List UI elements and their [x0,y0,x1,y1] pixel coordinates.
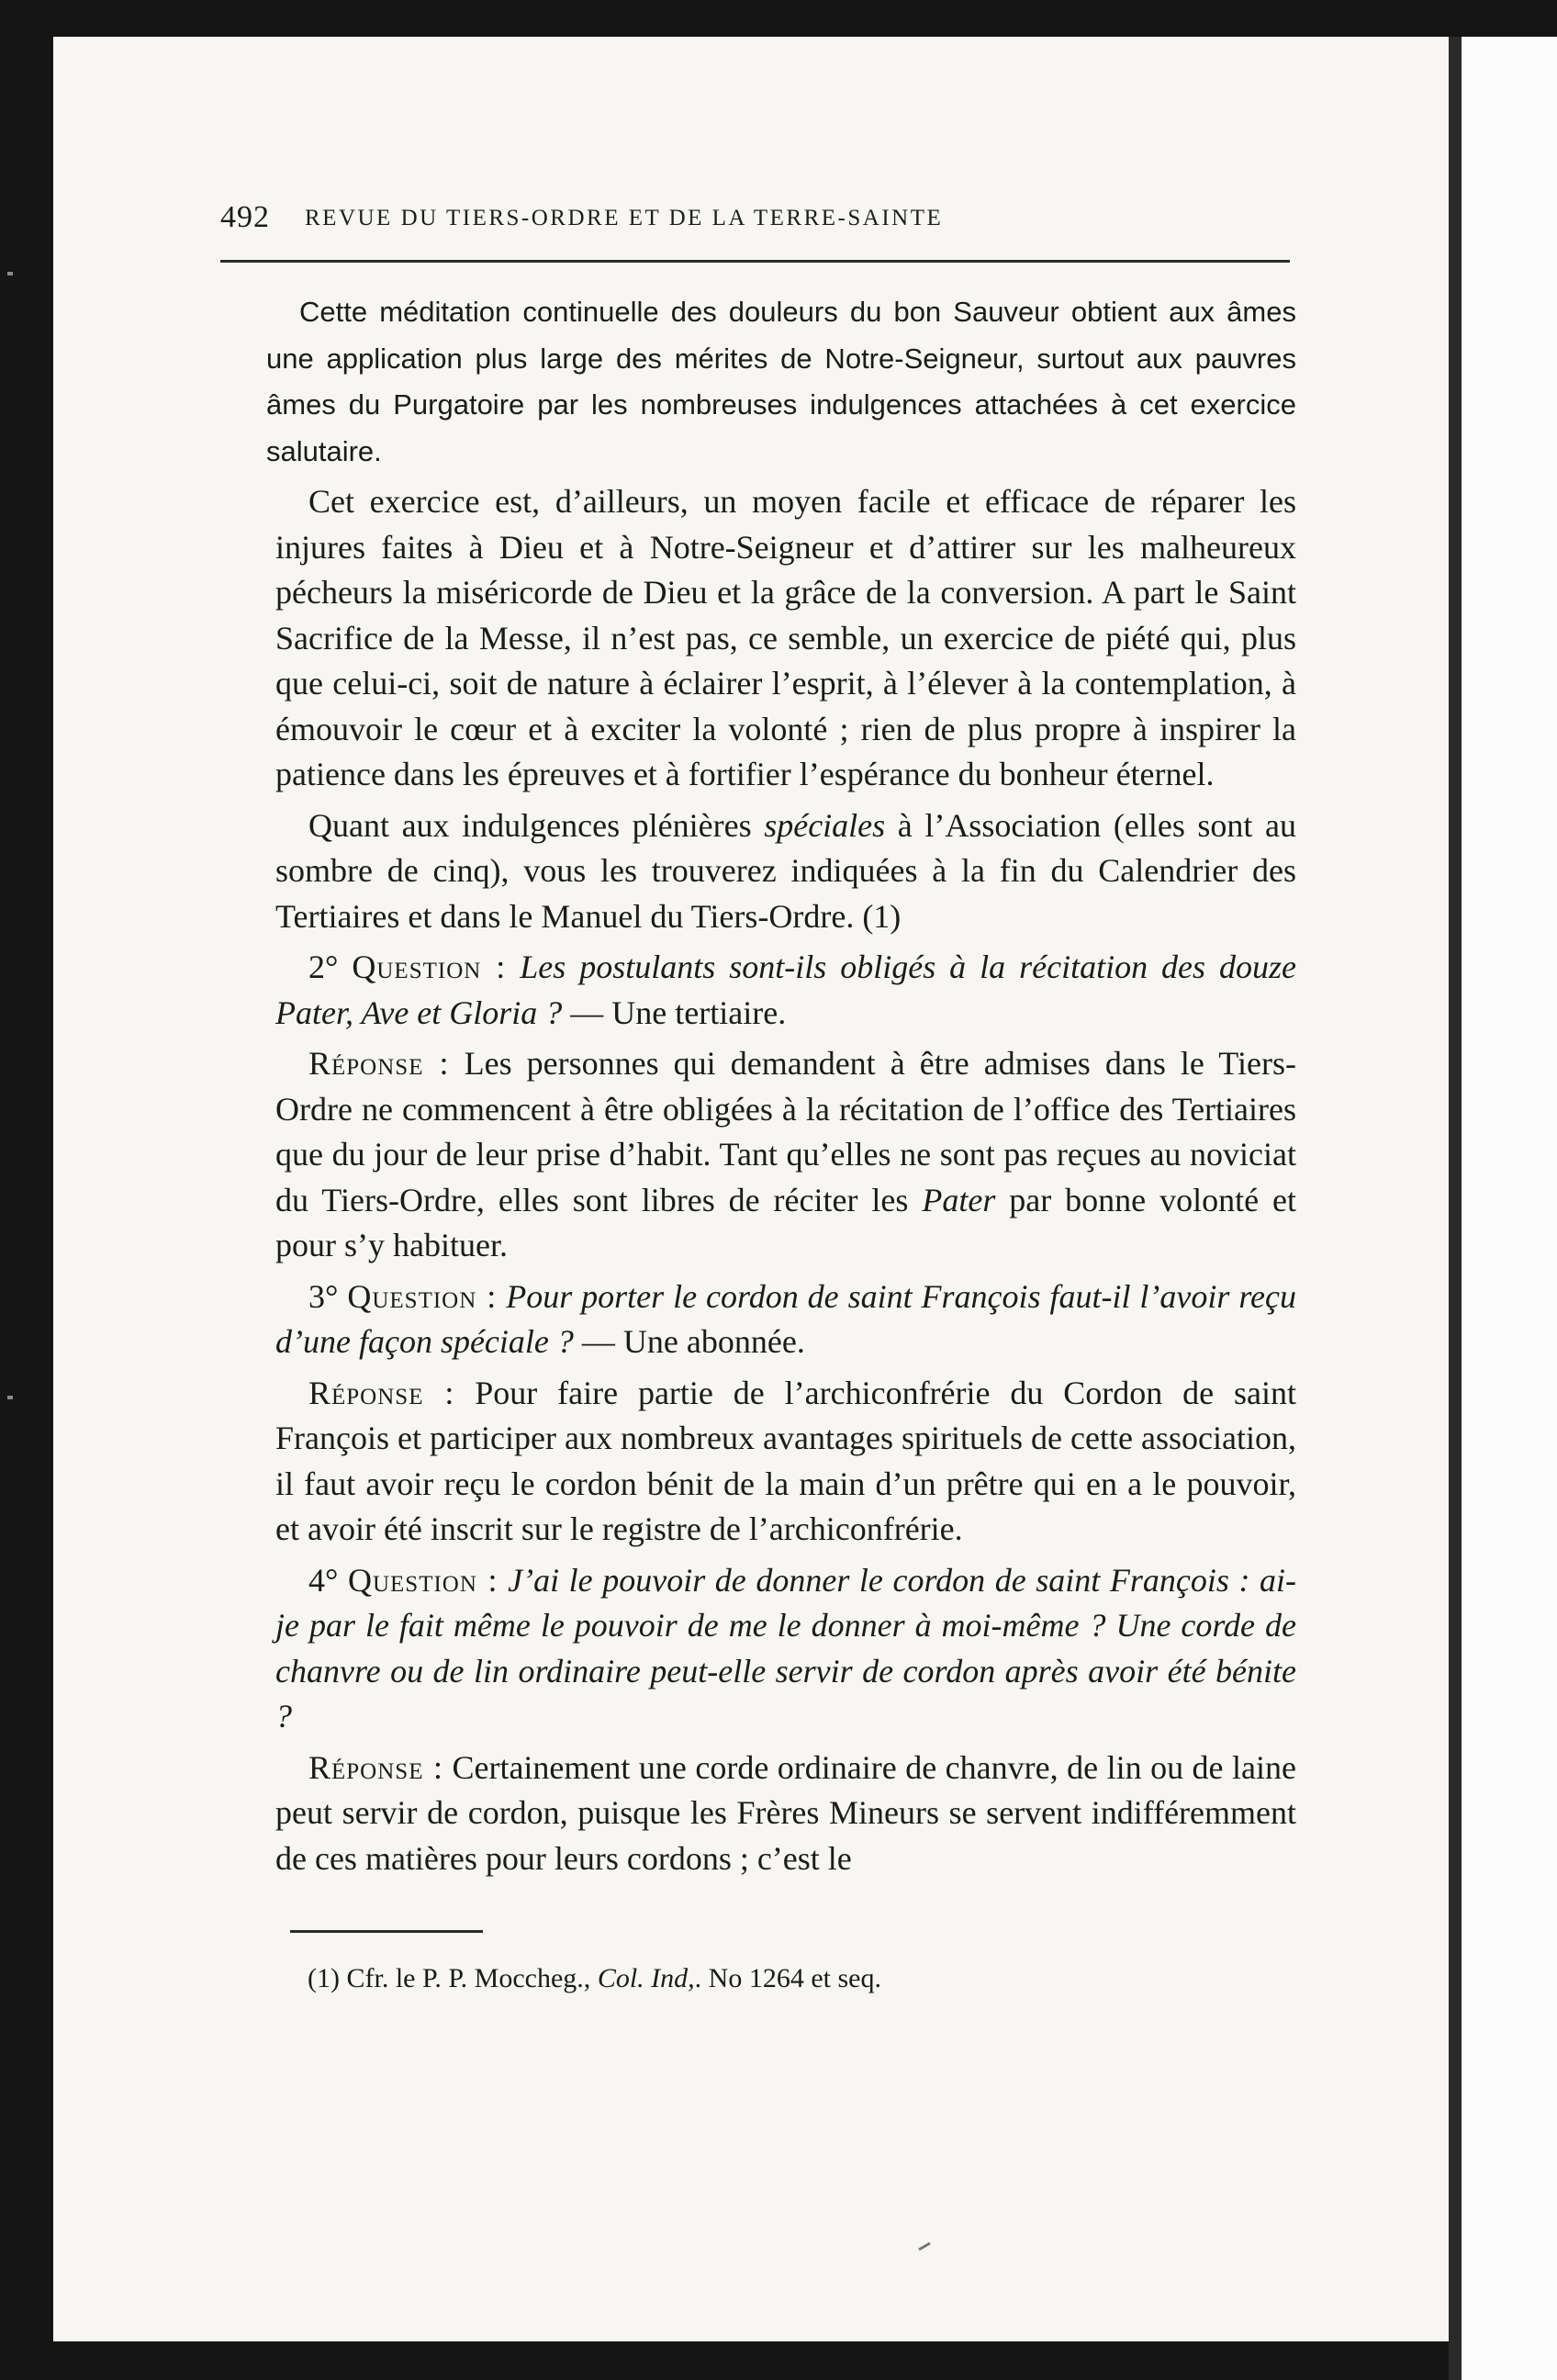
paragraph-text: Cet exercice est, d’ailleurs, un moyen facile et efficace de réparer les injures faites à Dieu et à Notre-Seigneur et d’attirer sur les malheureux pécheurs la miséricorde de Dieu et la grâce de la conversion. A part le Saint Sacrifice de la Messe, il n’est pas, ce semble, un exercice de piété qui, plus que celui-ci, soit de nature à éclairer l’esprit, à l’élever à la contemplation, à émouvoir le cœur et à exciter la volonté ; rien de plus propre à inspirer la patience dans les épreuves et à fortifier l’espérance du bonheur éternel. [275,483,1296,792]
question-2 [275,945,1296,1036]
paragraph-text: Cette méditation continuelle des douleurs du bon Sauveur obtient aux âmes une application plus large des mérites de Notre-Seigneur, surtout aux pauvres âmes du Purgatoire par les nombreuses indulgences attachées à cet exercice salutaire. [266,296,1296,467]
italic-text: spéciales [764,806,886,844]
header-rule [220,260,1290,263]
adjacent-page-edge [1449,37,1557,2380]
footnote [308,1963,881,1994]
answer-text: par bonne volonté et pour s’y habituer. [275,1181,1296,1263]
answer-text: Certainement une corde ordinaire de chanvre, de lin ou de laine peut servir de cordon, puisque les Frères Mineurs se servent indifféremment de ces matières pour leurs cordons ; c’est le [275,1748,1296,1877]
italic-text: Pater [922,1181,996,1218]
question-4 [275,1558,1296,1740]
paragraph-text: à l’Association (elles sont au sombre de cinq), vous les trouverez indiquées à la fin du Calendrier des Tertiaires et dans le Manuel du Tiers-Ordre. (1) [275,806,1297,935]
answer-label: Réponse : [308,1748,443,1786]
running-header [220,193,1290,248]
page-number: 492 [220,200,270,234]
paragraph-text: Quant aux indulgences plénières [308,806,765,844]
question-number: 3° [308,1277,348,1315]
question-3 [275,1274,1296,1365]
paragraph [275,479,1296,798]
question-text: Pour porter le cordon de saint François faut-il l’avoir reçu d’une façon spéciale ? [275,1277,1296,1360]
question-label: Question : [347,1277,498,1315]
answer-2 [275,1041,1296,1269]
answer-label: Réponse : [308,1374,455,1411]
scan-artifact [7,1396,13,1399]
footnote-italic: Col. Ind, [597,1963,695,1993]
footnote-text: . No 1264 et seq. [694,1963,881,1993]
footnote-rule [290,1930,483,1933]
question-author: — Une tertiaire. [562,994,787,1031]
answer-label: Réponse : [308,1045,450,1082]
body-text [266,288,1297,1887]
answer-4 [275,1746,1296,1882]
scan-artifact [7,272,13,275]
paragraph [266,288,1296,474]
answer-3 [275,1371,1296,1553]
question-label: Question : [352,949,507,985]
answer-text: Pour faire partie de l’archiconfrérie du Cordon de saint François et participer aux nombreux avantages spirituels de cette association, il faut avoir reçu le cordon bénit de la main d’un prêtre qui en a le pouvoir, et avoir été inscrit sur le registre de l’archiconfrérie. [275,1374,1296,1547]
question-number: 4° [308,1561,348,1599]
question-label: Question : [347,1561,498,1599]
question-text: Les postulants sont-ils obligés à la récitation des douze Pater, Ave et Gloria ? [275,949,1296,1031]
question-number: 2° [308,949,353,985]
footnote-text: (1) Cfr. le P. P. Moccheg., [308,1963,598,1993]
paragraph [275,803,1296,940]
running-title: REVUE DU TIERS-ORDRE ET DE LA TERRE-SAINTE [305,206,944,230]
answer-text: Les personnes qui demandent à être admises dans le Tiers-Ordre ne commencent à être obligées à la récitation de l’office des Tertiaires que du jour de leur prise d’habit. Tant qu’elles ne sont pas reçues au noviciat du Tiers-Ordre, elles sont libres de réciter les [275,1045,1296,1218]
question-text: J’ai le pouvoir de donner le cordon de saint François : ai-je par le fait même le pouvoir de me le donner à moi-même ? Une corde de chanvre ou de lin ordinaire peut-elle servir de cordon après avoir été bénite ? [275,1561,1297,1734]
question-author: — Une abonnée. [573,1323,805,1360]
